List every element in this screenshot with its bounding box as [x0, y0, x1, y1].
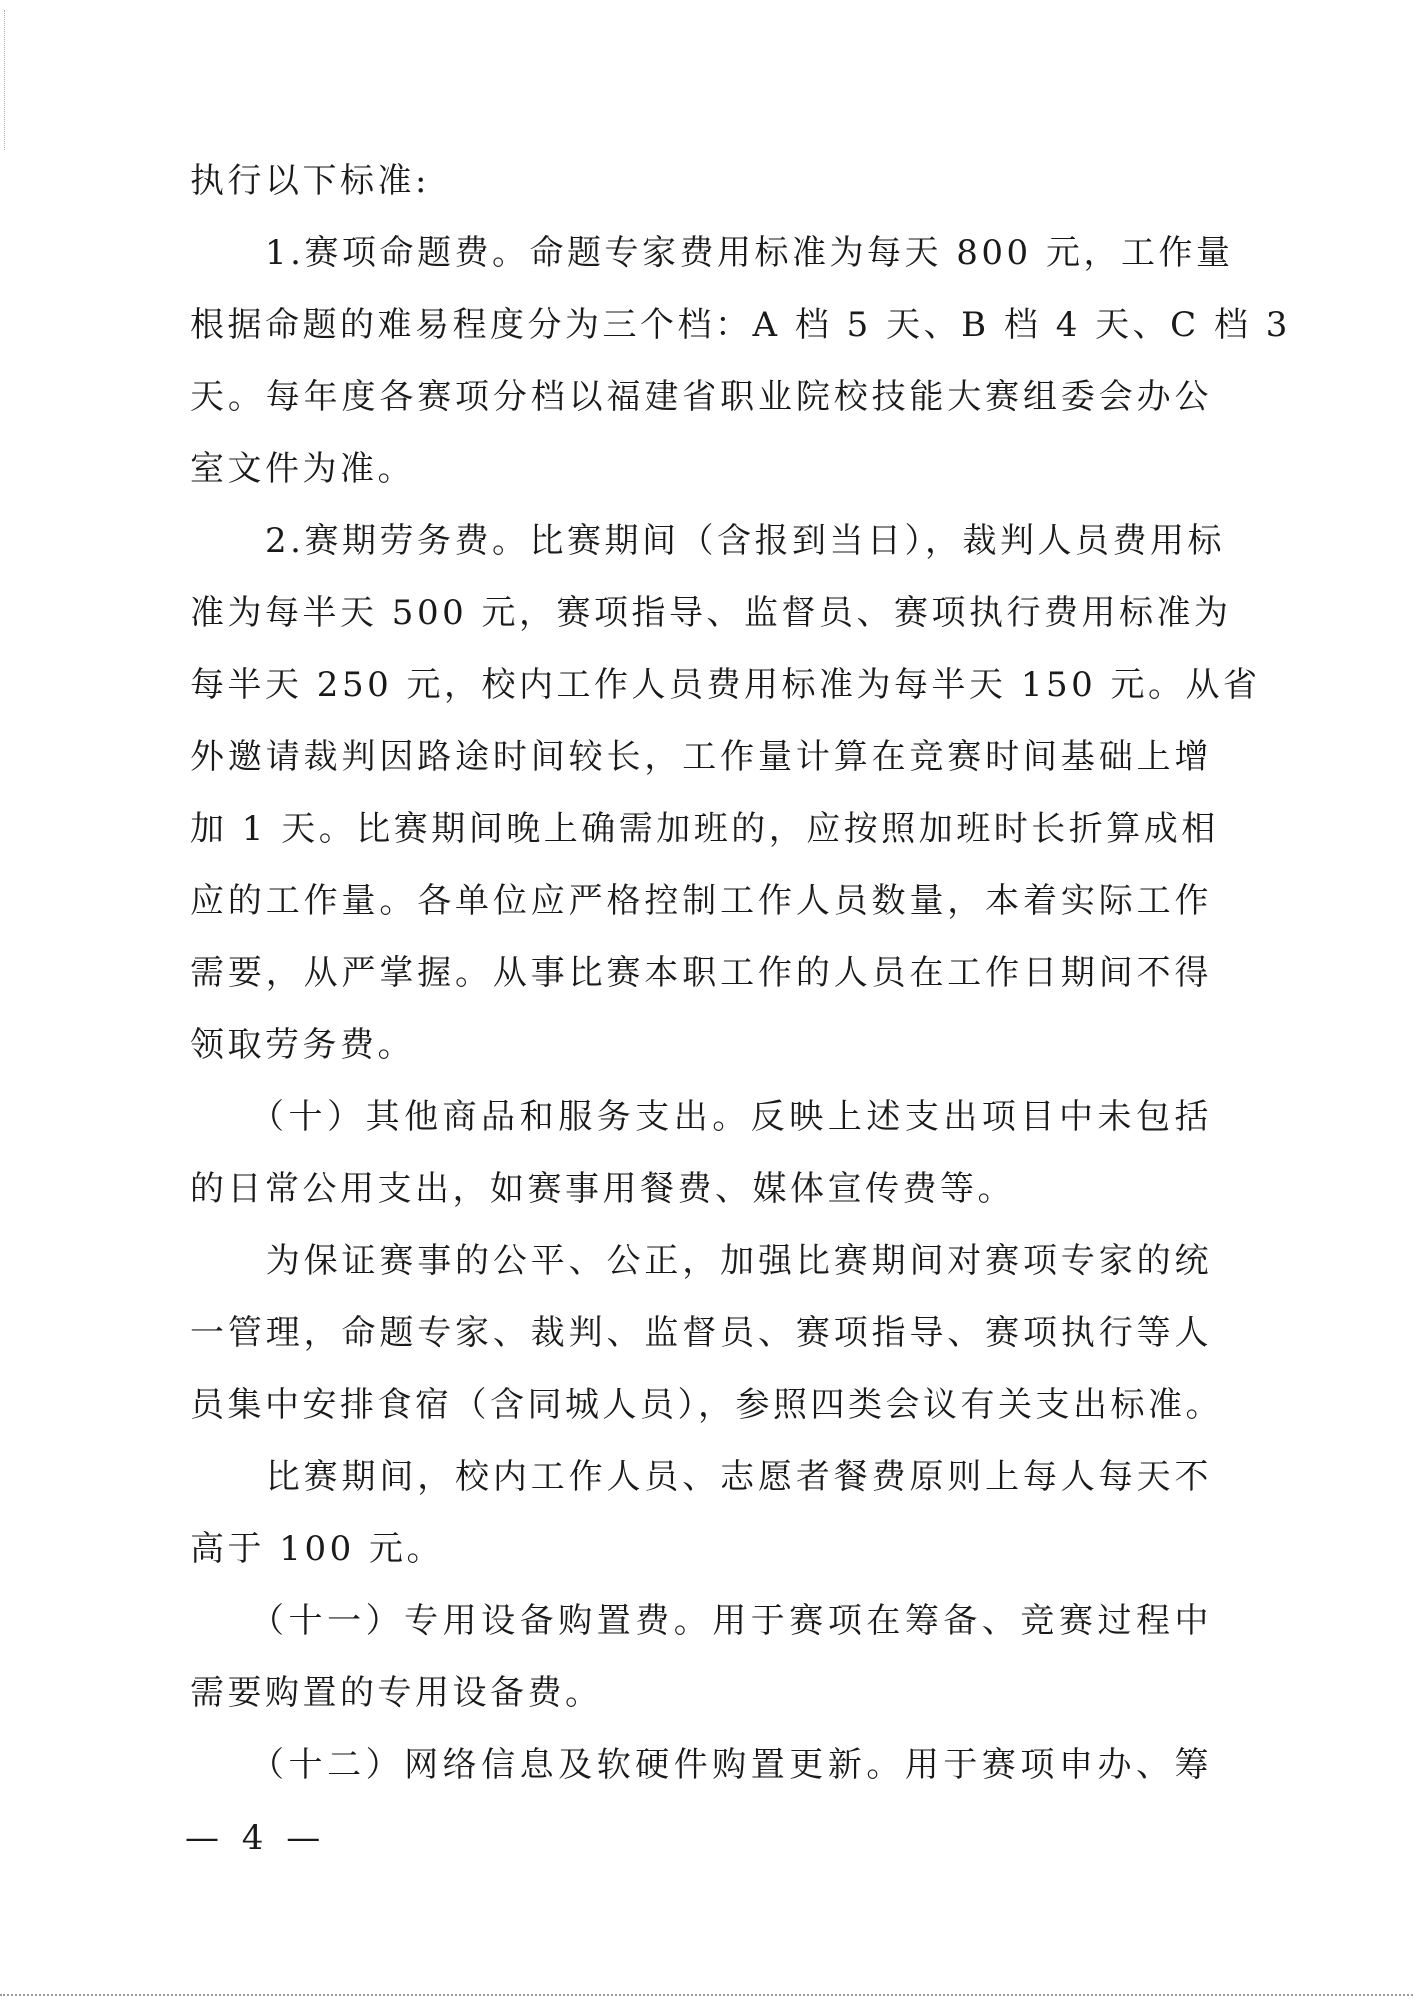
text-line: 的日常公用支出，如赛事用餐费、媒体宣传费等。 [190, 1169, 1015, 1209]
page-number: — 4 — [185, 1818, 327, 1858]
scan-margin-marks [4, 10, 9, 150]
text-line: （十）其他商品和服务支出。反映上述支出项目中未包括 [190, 1097, 1212, 1137]
text-line: 应的工作量。各单位应严格控制工作人员数量，本着实际工作 [190, 881, 1212, 921]
text-line: 外邀请裁判因路途时间较长，工作量计算在竞赛时间基础上增 [190, 737, 1212, 777]
text-line: 2.赛期劳务费。比赛期间（含报到当日），裁判人员费用标 [190, 521, 1225, 561]
scan-edge-line [0, 1994, 1413, 1996]
text-line: 准为每半天 500 元，赛项指导、监督员、赛项执行费用标准为 [190, 593, 1232, 633]
text-line: 一管理，命题专家、裁判、监督员、赛项指导、赛项执行等人 [190, 1313, 1212, 1353]
text-line: 高于 100 元。 [190, 1529, 445, 1569]
text-line: 领取劳务费。 [190, 1025, 415, 1065]
body-text [190, 145, 1291, 1801]
text-line: 比赛期间，校内工作人员、志愿者餐费原则上每人每天不 [190, 1457, 1212, 1497]
text-line: （十一）专用设备购置费。用于赛项在筹备、竞赛过程中 [190, 1601, 1212, 1641]
text-line: 根据命题的难易程度分为三个档：A 档 5 天、B 档 4 天、C 档 3 [190, 305, 1291, 345]
text-line: 室文件为准。 [190, 449, 415, 489]
text-line: 需要购置的专用设备费。 [190, 1673, 603, 1713]
text-line: 员集中安排食宿（含同城人员），参照四类会议有关支出标准。 [190, 1385, 1223, 1425]
text-line: 天。每年度各赛项分档以福建省职业院校技能大赛组委会办公 [190, 377, 1212, 417]
text-line: （十二）网络信息及软硬件购置更新。用于赛项申办、筹 [190, 1745, 1212, 1785]
text-line: 为保证赛事的公平、公正，加强比赛期间对赛项专家的统 [190, 1241, 1212, 1281]
text-line: 需要，从严掌握。从事比赛本职工作的人员在工作日期间不得 [190, 953, 1212, 993]
text-line: 1.赛项命题费。命题专家费用标准为每天 800 元，工作量 [190, 233, 1234, 273]
text-line: 加 1 天。比赛期间晚上确需加班的，应按照加班时长折算成相 [190, 809, 1219, 849]
text-line: 执行以下标准: [190, 161, 430, 201]
text-line: 每半天 250 元，校内工作人员费用标准为每半天 150 元。从省 [190, 665, 1261, 705]
